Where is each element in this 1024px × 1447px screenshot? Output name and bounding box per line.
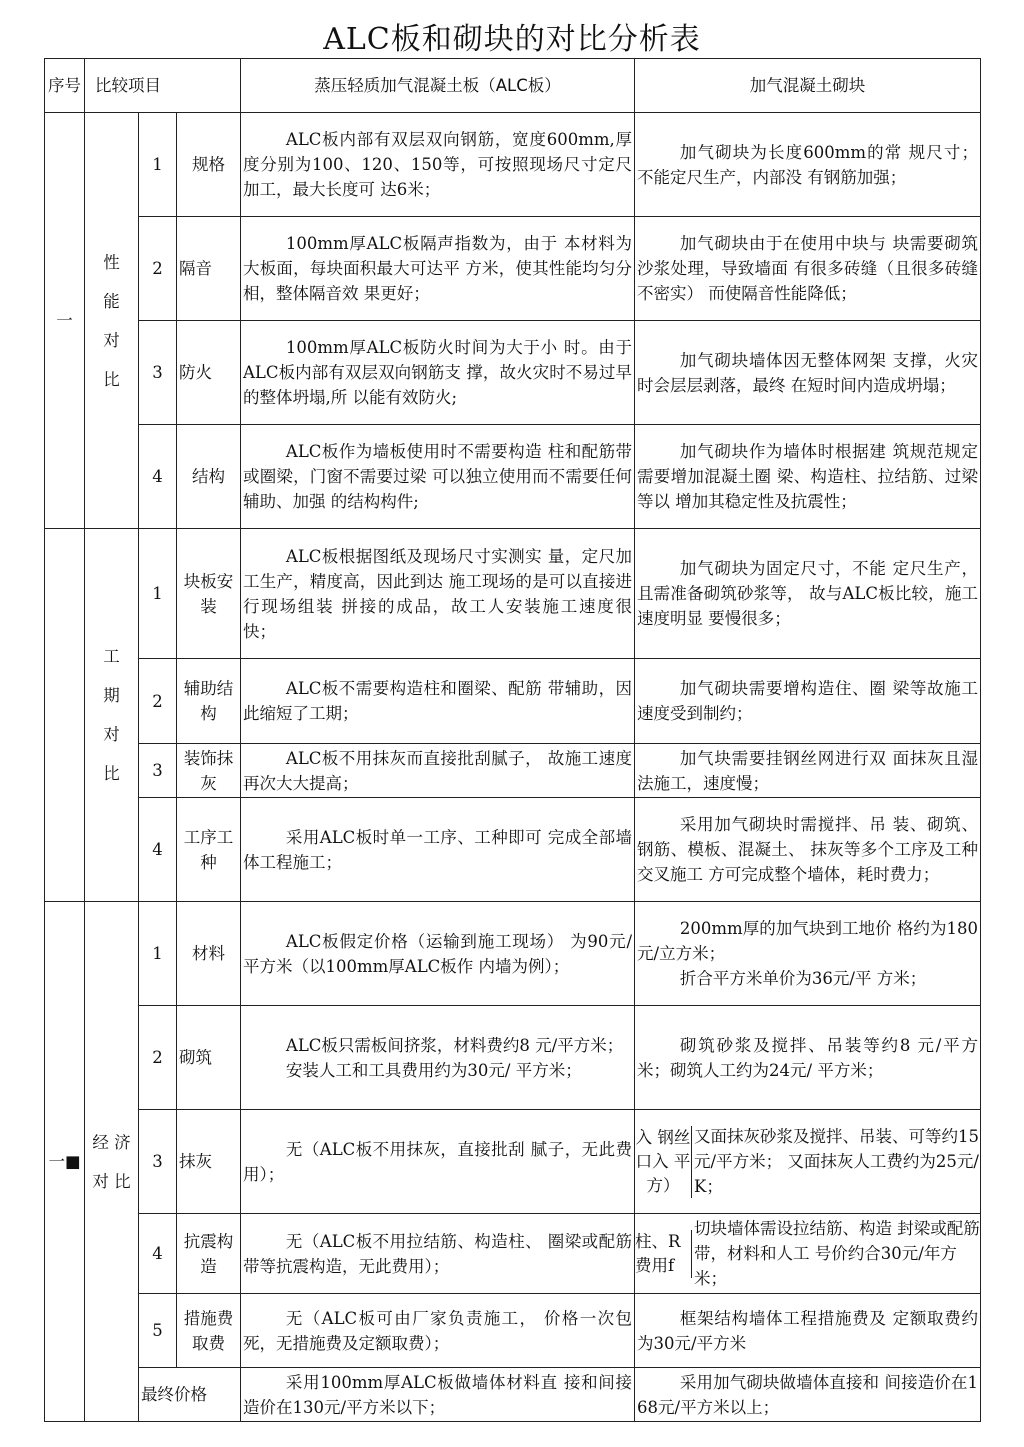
row-item: 块板安装 [177,529,241,659]
row-item: 砌筑 [177,1006,241,1110]
table-row [45,798,981,902]
row-item: 材料 [177,902,241,1006]
block-cell: 加气砌块为固定尺寸，不能 定尺生产，且需准备砌筑砂浆等， 故与ALC板比较，施工速度明显 要慢很多； [635,529,981,659]
table-row [45,217,981,321]
block-cell-fragment: 柱、R费用f [635,1230,692,1278]
block-cell [635,1110,981,1214]
block-cell [635,902,981,1006]
block-cell-text: 又面抹灰砂浆及搅拌、吊装、可等约15元/平方米； 又面抹灰人工费约为25元/ K； [694,1127,980,1196]
row-item: 结构 [177,425,241,529]
row-number: 5 [139,1294,177,1368]
block-final-price: 采用加气砌块做墙体直接和 间接造价在168元/平方米以上； [635,1368,981,1422]
table-row [45,1294,981,1368]
table-row [45,425,981,529]
alc-cell-line: ALC板只需板间挤浆，材料费约8 元/平方米； [285,1035,624,1055]
block-cell-text: 切块墙体需设拉结筋、构造 封梁或配筋带，材料和人工 号价约合30元/年方米； [694,1219,980,1288]
block-cell: 加气砌块需要增构造住、圈 梁等故施工速度受到制约； [635,659,981,744]
row-item: 装饰抹灰 [177,744,241,798]
table-row [45,1006,981,1110]
row-item: 防火 [177,321,241,425]
alc-cell: ALC板作为墙板使用时不需要构造 柱和配筋带或圈梁，门窗不需要过梁 可以独立使用而不需要任何辅助、加强 的结构构件; [241,425,635,529]
row-item: 规格 [177,113,241,217]
table-row [45,113,981,217]
block-cell: 框架结构墙体工程措施费及 定额取费约为30元/平方米 [635,1294,981,1368]
header-seq: 序号 [45,59,85,113]
table-row [45,321,981,425]
alc-cell [241,1006,635,1110]
row-number: 2 [139,217,177,321]
alc-cell: 无（ALC板不用拉结筋、构造柱、 圈梁或配筋带等抗震构造，无此费用）； [241,1214,635,1294]
row-number: 1 [139,902,177,1006]
block-cell-line: 200mm厚的加气块到工地价 格约为180元/立方米； [637,919,979,963]
alc-cell-line: 安装人工和工具费用约为30元/ 平方米； [285,1060,582,1080]
row-number: 1 [139,113,177,217]
block-cell-fragment: 入 钢丝口入 平方） [635,1126,692,1198]
alc-cell: 采用ALC板时单一工序、工种即可 完成全部墙体工程施工； [241,798,635,902]
final-price-label: 最终价格 [139,1368,241,1422]
section-category: 性 能 对 比 [85,113,139,529]
alc-final-price: 采用100mm厚ALC板做墙体材料直 接和间接造价在130元/平方米以下； [241,1368,635,1422]
page-title: ALC板和砌块的对比分析表 [323,22,701,57]
alc-cell: 100mm厚ALC板防火时间为大于小 时。由于ALC板内部有双层双向钢筋支 撑，故火灾时不易过早的整体坍塌,所 以能有效防火; [241,321,635,425]
row-item: 措施费取费 [177,1294,241,1368]
table-row [45,1214,981,1294]
block-cell-line: 折合平方米单价为36元/平 方米； [679,969,927,988]
table-row [45,659,981,744]
header-block: 加气混凝土砌块 [635,59,981,113]
row-item: 抹灰 [177,1110,241,1214]
block-cell: 加气砌块作为墙体时根据建 筑规范规定需要增加混凝土圈 梁、构造柱、拉结筋、过梁等以 增加其稳定性及抗震性； [635,425,981,529]
row-number: 2 [139,659,177,744]
table-header-row [45,59,981,113]
row-item: 工序工种 [177,798,241,902]
block-cell: 采用加气砌块时需搅拌、吊 装、砌筑、钢筋、模板、混凝土、 抹灰等多个工序及工种交叉施工 方可完成整个墙体，耗时费力； [635,798,981,902]
alc-cell: ALC板假定价格（运输到施工现场） 为90元/平方米（以100mm厚ALC板作 内墙为例）； [241,902,635,1006]
section-category: 工 期 对 比 [85,529,139,902]
alc-cell: 无（ALC板不用抹灰，直接批刮 腻子，无此费用）； [241,1110,635,1214]
row-item: 抗震构造 [177,1214,241,1294]
table-row [45,1110,981,1214]
block-cell: 加气砌块为长度600mm的常 规尺寸；不能定尺生产，内部没 有钢筋加强； [635,113,981,217]
row-number: 4 [139,1214,177,1294]
header-alc: 蒸压轻质加气混凝土板（ALC板） [241,59,635,113]
table-row [45,744,981,798]
row-item: 隔音 [177,217,241,321]
row-number: 4 [139,798,177,902]
row-number: 3 [139,321,177,425]
section-category: 经 济 对 比 [85,902,139,1422]
block-cell: 砌筑砂浆及搅拌、吊装等约8 元/平方米；砌筑人工约为24元/ 平方米； [635,1006,981,1110]
row-number: 3 [139,744,177,798]
block-cell: 加气块需要挂钢丝网进行双 面抹灰且湿法施工，速度慢； [635,744,981,798]
alc-cell: ALC板不用抹灰而直接批刮腻子， 故施工速度再次大大提高； [241,744,635,798]
block-cell: 加气砌块由于在使用中块与 块需要砌筑沙浆处理，导致墙面 有很多砖缝（且很多砖缝不密实） 而使隔音性能降低； [635,217,981,321]
section-number: 一■ [45,902,85,1422]
row-number: 4 [139,425,177,529]
table-row [45,529,981,659]
section-number [45,529,85,902]
alc-cell: ALC板内部有双层双向钢筋，宽度600mm,厚度分别为100、120、150等，可按照现场尺寸定尺加工，最大长度可 达6米； [241,113,635,217]
comparison-table [44,58,981,1422]
section-number: 一 [45,113,85,529]
row-number: 1 [139,529,177,659]
alc-cell: 100mm厚ALC板隔声指数为，由于 本材料为大板面，每块面积最大可达平 方米，使其性能均匀分相，整体隔音效 果更好； [241,217,635,321]
row-number: 3 [139,1110,177,1214]
table-row [45,902,981,1006]
alc-cell: 无（ALC板可由厂家负责施工， 价格一次包死，无措施费及定额取费）； [241,1294,635,1368]
row-item: 辅助结构 [177,659,241,744]
alc-cell: ALC板根据图纸及现场尺寸实测实 量，定尺加工生产，精度高，因此到达 施工现场的是可以直接进行现场组装 拼接的成品，故工人安装施工速度很 快； [241,529,635,659]
alc-cell: ALC板不需要构造柱和圈梁、配筋 带辅助，因此缩短了工期； [241,659,635,744]
header-item: 比较项目 [85,59,241,113]
block-cell: 加气砌块墙体因无整体网架 支撑，火灾时会层层剥落，最终 在短时间内造成坍塌； [635,321,981,425]
row-number: 2 [139,1006,177,1110]
block-cell [635,1214,981,1294]
final-price-row [45,1368,981,1422]
